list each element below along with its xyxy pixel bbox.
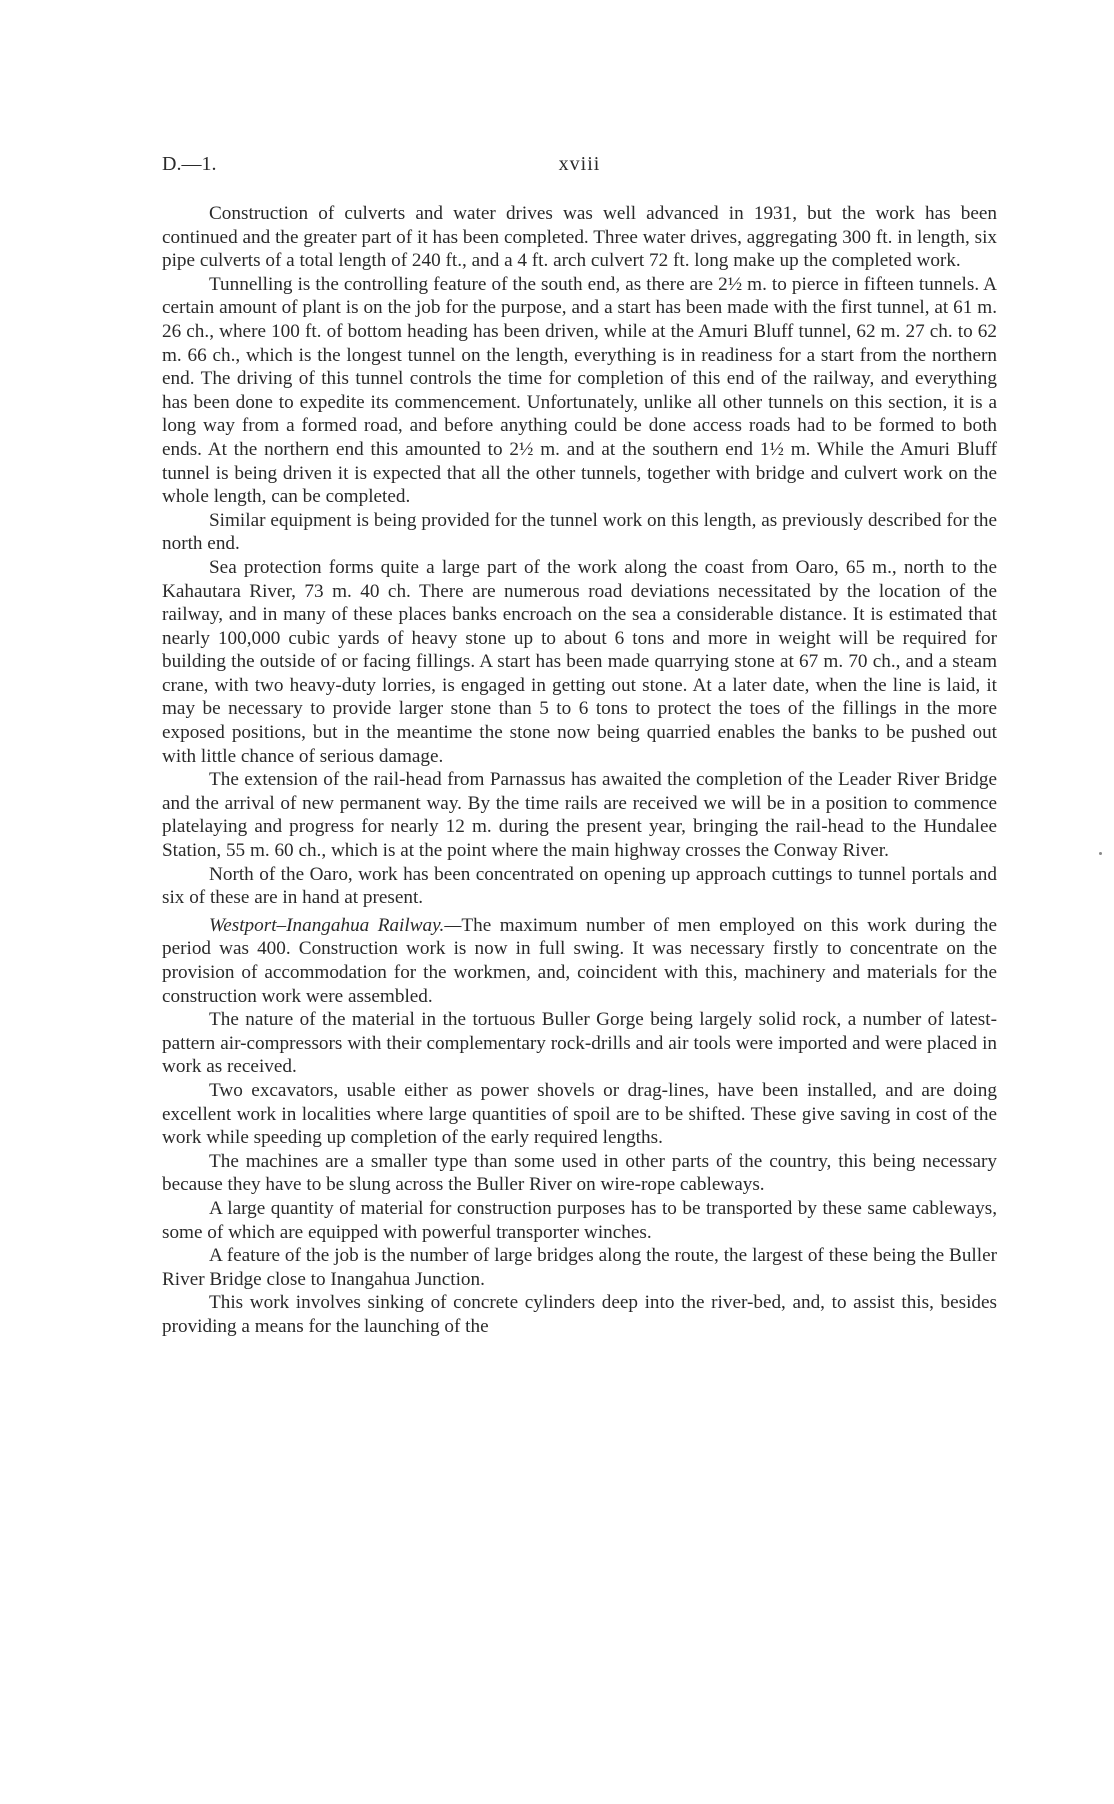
document-reference: D.—1.: [162, 153, 217, 175]
paragraph-north-of-oaro: North of the Oaro, work has been concentrated on opening up approach cuttings to tunnel portals and six of these are in hand at present.: [162, 863, 997, 909]
paragraph-tunnelling: Tunnelling is the controlling feature of the south end, as there are 2½ m. to pierce in fifteen tunnels. A certain amount of plant is on the job for the purpose, and a start has been made with the first tunnel, at 61 m. 26 ch., where 100 ft. of bottom heading has been driven, while at the Amuri Bluff tunnel, 62 m. 27 ch. to 62 m. 66 ch., which is the longest tunnel on the length, everything is in readiness for a start from the northern end. The driving of this tunnel controls the time for completion of this end of the railway, and everything has been done to expedite its commencement. Unfortunately, unlike all other tunnels on this section, it is a long way from a formed road, and before anything could be done access roads had to be formed to both ends. At the northern end this amounted to 2½ m. and at the southern end 1½ m. While the Amuri Bluff tunnel is being driven it is expected that all the other tunnels, together with bridge and culvert work on the whole length, can be completed.: [162, 273, 997, 508]
paragraph-similar-equipment: Similar equipment is being provided for the tunnel work on this length, as previously described for the north end.: [162, 509, 997, 555]
section-heading-westport-inangahua: Westport–Inangahua Railway.—: [209, 914, 462, 936]
paragraph-bridges: A feature of the job is the number of large bridges along the route, the largest of these being the Buller River Bridge close to Inangahua Junction.: [162, 1245, 997, 1290]
paragraph-concrete-cylinders: This work involves sinking of concrete cylinders deep into the river-bed, and, to assist this, besides providing a means for the launching of the: [162, 1292, 997, 1337]
paragraph-cableways: A large quantity of material for construction purposes has to be transported by these same cableways, some of which are equipped with powerful transporter winches.: [162, 1197, 997, 1243]
paragraph-buller-gorge: The nature of the material in the tortuous Buller Gorge being largely solid rock, a number of latest-pattern air-compressors with their complementary rock-drills and air tools were imported and were placed in work as received.: [162, 1009, 997, 1078]
paragraph-culverts: Construction of culverts and water drives was well advanced in 1931, but the work has been continued and the greater part of it has been completed. Three water drives, aggregating 300 ft. in length, six pipe culverts of a total length of 240 ft., and a 4 ft. arch culvert 72 ft. long make up the completed work.: [162, 203, 997, 272]
paragraph-westport-inangahua-text: The maximum number of men employed on this work during the period was 400. Construction work is now in full swing. It was necessary firstly to concentrate on the provision of accommodation for the workmen, and, coincident with this, machinery and materials for the construction work were assembled.: [162, 914, 997, 1007]
scan-speck: [1099, 852, 1102, 855]
paragraph-westport-inangahua: [162, 914, 997, 1008]
paragraph-rail-head-extension: The extension of the rail-head from Parnassus has awaited the completion of the Leader River Bridge and the arrival of new permanent way. By the time rails are received we will be in a position to commence platelaying and progress for nearly 12 m. during the present year, bringing the rail-head to the Hundalee Station, 55 m. 60 ch., which is at the point where the main highway crosses the Conway River.: [162, 769, 997, 862]
paragraph-sea-protection: Sea protection forms quite a large part of the work along the coast from Oaro, 65 m., north to the Kahautara River, 73 m. 40 ch. There are numerous road deviations necessitated by the location of the railway, and in many of these places banks encroach on the sea a considerable distance. It is estimated that nearly 100,000 cubic yards of heavy stone up to about 6 tons and more in weight will be required for building the outside of or facing fillings. A start has been made quarrying stone at 67 m. 70 ch., and a steam crane, with two heavy-duty lorries, is engaged in getting out stone. At a later date, when the line is laid, it may be necessary to provide larger stone than 5 to 6 tons to protect the toes of the fillings in the more exposed positions, but in the meantime the stone now being quarried enables the banks to be pushed out with little chance of serious damage.: [162, 556, 997, 767]
page-header: [162, 150, 997, 178]
paragraph-excavators: Two excavators, usable either as power shovels or drag-lines, have been installed, and are doing excellent work in localities where large quantities of spoil are to be shifted. These give saving in cost of the work while speeding up completion of the early required lengths.: [162, 1079, 997, 1149]
page-number: xviii: [558, 153, 601, 175]
body-text: [162, 202, 997, 1339]
paragraph-machines: The machines are a smaller type than some used in other parts of the country, this being necessary because they have to be slung across the Buller River on wire-rope cableways.: [162, 1150, 997, 1196]
